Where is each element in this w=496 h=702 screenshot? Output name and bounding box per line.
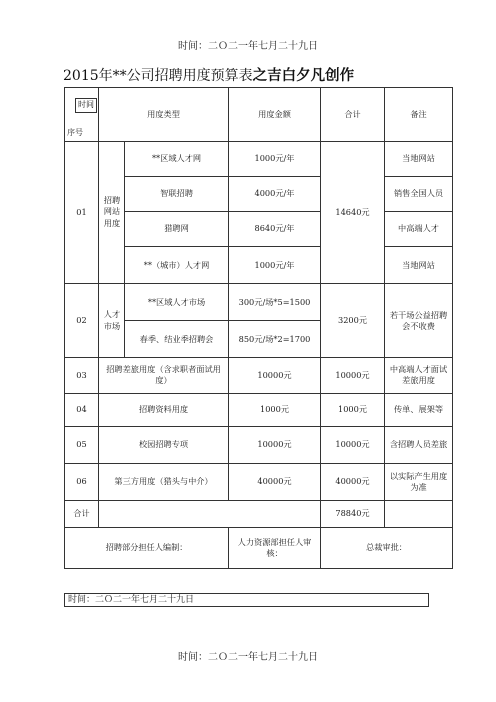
item-note: 中高端人才	[385, 211, 453, 246]
page-header-time: 时间：二Ｏ二一年七月二十九日	[178, 41, 318, 52]
item-note: 销售全国人员	[385, 176, 453, 211]
seq-04: 04	[65, 393, 99, 426]
header-type: 用度类型	[99, 88, 229, 142]
seq-03: 03	[65, 358, 99, 393]
item-name: **区域人才网	[125, 141, 229, 176]
signature-row	[65, 527, 453, 568]
type-06: 第三方用度（猎头与中介）	[99, 463, 229, 500]
table-row	[65, 141, 453, 176]
seq-01: 01	[65, 141, 99, 283]
header-note: 备注	[385, 88, 453, 142]
total-03: 10000元	[321, 358, 385, 393]
seq-05: 05	[65, 426, 99, 463]
sum-row	[65, 500, 453, 527]
sign-prepared: 招聘部分担任人编制：	[65, 527, 229, 568]
note-04: 传单、展架等	[385, 393, 453, 426]
corner-seq-label: 序号	[67, 127, 83, 137]
note-02: 若干场公益招聘会不收费	[385, 284, 453, 358]
total-05: 10000元	[321, 426, 385, 463]
amount-04: 1000元	[229, 393, 321, 426]
type-04: 招聘资料用度	[99, 393, 229, 426]
corner-cell	[65, 88, 99, 142]
table-row	[65, 463, 453, 500]
type-05: 校园招聘专项	[99, 426, 229, 463]
category-websites-label: 招聘网站用度	[103, 194, 121, 229]
note-05: 含招聘人员差旅	[385, 426, 453, 463]
category-talent-market	[99, 284, 125, 358]
title-main: 2015年**公司招聘用度预算表	[63, 68, 253, 84]
sum-total: 78840元	[321, 500, 385, 527]
category-talent-market-label: 人才市场	[103, 308, 121, 331]
amount-06: 40000元	[229, 463, 321, 500]
item-name: 猎聘网	[125, 211, 229, 246]
corner-time-label: 时间	[75, 98, 97, 113]
budget-table	[64, 87, 453, 569]
page-footer-time: 时间：二Ｏ二一年七月二十九日	[178, 652, 318, 663]
type-03: 招聘差旅用度（含求职者面试用度）	[99, 358, 229, 393]
table-header-row	[65, 88, 453, 142]
item-amount: 300元/场*5=1500	[229, 284, 321, 321]
table-row	[65, 426, 453, 463]
document-title	[63, 64, 354, 85]
sum-note-empty	[385, 500, 453, 527]
sign-reviewed: 人力资源部担任人审核：	[229, 527, 321, 568]
item-note: 当地网站	[385, 141, 453, 176]
total-06: 40000元	[321, 463, 385, 500]
table-row	[65, 358, 453, 393]
table-row	[65, 284, 453, 321]
total-01: 14640元	[321, 141, 385, 283]
sign-approved: 总裁审批：	[321, 527, 453, 568]
sum-label: 合计	[65, 500, 99, 527]
footer-time-box: 时间：二Ｏ二一年七月二十九日	[64, 593, 429, 607]
seq-06: 06	[65, 463, 99, 500]
total-04: 1000元	[321, 393, 385, 426]
seq-02: 02	[65, 284, 99, 358]
item-name: 智联招聘	[125, 176, 229, 211]
amount-03: 10000元	[229, 358, 321, 393]
sum-empty	[99, 500, 321, 527]
header-amount: 用度金额	[229, 88, 321, 142]
item-note: 当地网站	[385, 246, 453, 283]
amount-05: 10000元	[229, 426, 321, 463]
item-name: **（城市）人才网	[125, 246, 229, 283]
item-amount: 850元/场*2=1700	[229, 321, 321, 358]
note-06: 以实际产生用度为准	[385, 463, 453, 500]
category-websites	[99, 141, 125, 283]
table-row	[65, 393, 453, 426]
title-decoration: 之吉白夕凡创作	[252, 68, 355, 84]
total-02: 3200元	[321, 284, 385, 358]
header-total: 合计	[321, 88, 385, 142]
item-amount: 1000元/年	[229, 141, 321, 176]
note-03: 中高端人才面试差旅用度	[385, 358, 453, 393]
item-name: **区域人才市场	[125, 284, 229, 321]
item-name: 春季、结业季招聘会	[125, 321, 229, 358]
item-amount: 8640元/年	[229, 211, 321, 246]
item-amount: 1000元/年	[229, 246, 321, 283]
item-amount: 4000元/年	[229, 176, 321, 211]
